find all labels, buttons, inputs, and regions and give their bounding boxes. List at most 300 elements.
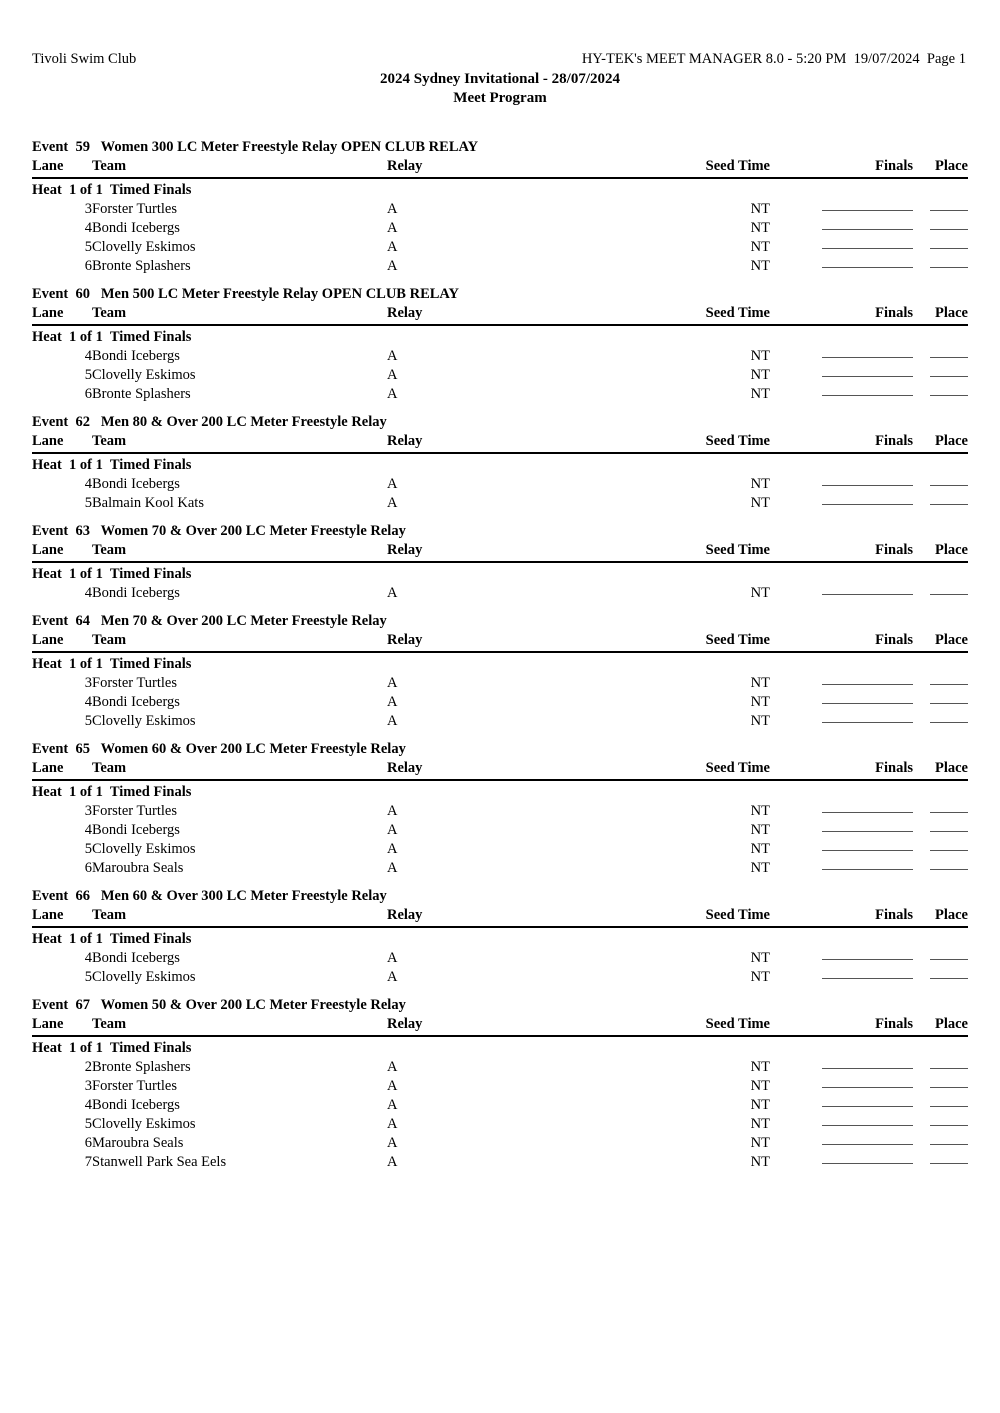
column-header-finals: Finals	[770, 906, 913, 927]
relay-letter: A	[387, 803, 398, 819]
team-name: Bronte Splashers	[92, 386, 191, 402]
heat-row	[32, 1036, 968, 1058]
place-blank-cell	[913, 257, 968, 276]
place-blank-cell	[913, 494, 968, 513]
finals-write-in-line	[822, 357, 913, 358]
event-block	[32, 996, 968, 1172]
seed-time: NT	[750, 386, 770, 402]
lane-number: 4	[84, 585, 92, 601]
team-name: Bondi Icebergs	[92, 822, 180, 838]
place-blank-cell	[913, 1058, 968, 1077]
event-title: Event 63 Women 70 & Over 200 LC Meter Freestyle Relay	[32, 523, 406, 539]
column-header-row	[32, 631, 968, 652]
event-title: Event 62 Men 80 & Over 200 LC Meter Freestyle Relay	[32, 414, 387, 430]
column-header-team: Team	[92, 906, 387, 927]
place-blank-cell	[913, 840, 968, 859]
place-write-in-line	[930, 1144, 968, 1145]
column-header-place: Place	[913, 1015, 968, 1036]
place-blank-cell	[913, 219, 968, 238]
seed-time: NT	[750, 803, 770, 819]
seed-time: NT	[750, 694, 770, 710]
table-row	[32, 949, 968, 968]
place-blank-cell	[913, 821, 968, 840]
finals-write-in-line	[822, 210, 913, 211]
team-name: Bondi Icebergs	[92, 585, 180, 601]
place-blank-cell	[913, 584, 968, 603]
place-write-in-line	[930, 831, 968, 832]
column-header-seed-time: Seed Time	[645, 759, 770, 780]
relay-letter: A	[387, 694, 398, 710]
column-header-row	[32, 304, 968, 325]
lane-number: 5	[84, 841, 92, 857]
column-header-finals: Finals	[770, 304, 913, 325]
finals-blank-cell	[770, 840, 913, 859]
finals-blank-cell	[770, 257, 913, 276]
relay-letter: A	[387, 585, 398, 601]
team-name: Clovelly Eskimos	[92, 969, 196, 985]
place-write-in-line	[930, 959, 968, 960]
lane-number: 5	[84, 495, 92, 511]
relay-letter: A	[387, 713, 398, 729]
table-row	[32, 200, 968, 219]
team-name: Forster Turtles	[92, 1078, 178, 1094]
seed-time: NT	[750, 201, 770, 217]
seed-time: NT	[750, 258, 770, 274]
lane-number: 4	[84, 694, 92, 710]
team-name: Clovelly Eskimos	[92, 713, 196, 729]
column-header-finals: Finals	[770, 1015, 913, 1036]
column-header-place: Place	[913, 541, 968, 562]
event-table	[32, 541, 968, 603]
relay-letter: A	[387, 239, 398, 255]
relay-letter: A	[387, 950, 398, 966]
lane-number: 5	[84, 1116, 92, 1132]
finals-write-in-line	[822, 229, 913, 230]
place-write-in-line	[930, 722, 968, 723]
event-title: Event 65 Women 60 & Over 200 LC Meter Freestyle Relay	[32, 741, 406, 757]
finals-write-in-line	[822, 1106, 913, 1107]
column-header-seed-time: Seed Time	[645, 906, 770, 927]
place-blank-cell	[913, 475, 968, 494]
event-table	[32, 1015, 968, 1172]
finals-blank-cell	[770, 1058, 913, 1077]
table-row	[32, 1115, 968, 1134]
column-header-team: Team	[92, 432, 387, 453]
place-write-in-line	[930, 978, 968, 979]
finals-write-in-line	[822, 722, 913, 723]
event-title: Event 67 Women 50 & Over 200 LC Meter Freestyle Relay	[32, 997, 406, 1013]
lane-number: 4	[84, 220, 92, 236]
column-header-relay: Relay	[387, 304, 645, 325]
column-header-row	[32, 906, 968, 927]
column-header-finals: Finals	[770, 541, 913, 562]
column-header-place: Place	[913, 432, 968, 453]
team-name: Bondi Icebergs	[92, 950, 180, 966]
event-block	[32, 522, 968, 603]
column-header-place: Place	[913, 631, 968, 652]
column-header-finals: Finals	[770, 759, 913, 780]
heat-label: Heat 1 of 1 Timed Finals	[32, 566, 192, 582]
relay-letter: A	[387, 1097, 398, 1113]
finals-blank-cell	[770, 238, 913, 257]
lane-number: 7	[84, 1154, 92, 1170]
lane-number: 6	[84, 1135, 92, 1151]
relay-letter: A	[387, 1059, 398, 1075]
seed-time: NT	[750, 495, 770, 511]
heat-row	[32, 780, 968, 802]
team-name: Clovelly Eskimos	[92, 841, 196, 857]
table-row	[32, 859, 968, 878]
place-write-in-line	[930, 703, 968, 704]
place-blank-cell	[913, 968, 968, 987]
finals-blank-cell	[770, 219, 913, 238]
finals-write-in-line	[822, 1163, 913, 1164]
finals-write-in-line	[822, 1087, 913, 1088]
lane-number: 6	[84, 258, 92, 274]
team-name: Maroubra Seals	[92, 860, 184, 876]
column-header-finals: Finals	[770, 432, 913, 453]
heat-label: Heat 1 of 1 Timed Finals	[32, 329, 192, 345]
place-blank-cell	[913, 693, 968, 712]
column-header-seed-time: Seed Time	[645, 157, 770, 178]
column-header-relay: Relay	[387, 541, 645, 562]
table-row	[32, 968, 968, 987]
table-row	[32, 1096, 968, 1115]
finals-write-in-line	[822, 1144, 913, 1145]
column-header-finals: Finals	[770, 157, 913, 178]
finals-blank-cell	[770, 949, 913, 968]
finals-blank-cell	[770, 693, 913, 712]
team-name: Bondi Icebergs	[92, 348, 180, 364]
place-write-in-line	[930, 869, 968, 870]
lane-number: 5	[84, 713, 92, 729]
place-write-in-line	[930, 229, 968, 230]
table-row	[32, 712, 968, 731]
table-row	[32, 1058, 968, 1077]
table-row	[32, 584, 968, 603]
relay-letter: A	[387, 969, 398, 985]
seed-time: NT	[750, 1078, 770, 1094]
lane-number: 4	[84, 1097, 92, 1113]
meet-title: 2024 Sydney Invitational - 28/07/2024	[379, 71, 621, 87]
column-header-seed-time: Seed Time	[645, 1015, 770, 1036]
lane-number: 4	[84, 476, 92, 492]
event-block	[32, 887, 968, 987]
events-list	[32, 138, 968, 1172]
relay-letter: A	[387, 1154, 398, 1170]
lane-number: 3	[84, 201, 92, 217]
relay-letter: A	[387, 1078, 398, 1094]
seed-time: NT	[750, 1097, 770, 1113]
column-header-place: Place	[913, 906, 968, 927]
column-header-lane: Lane	[32, 157, 92, 178]
table-row	[32, 385, 968, 404]
finals-blank-cell	[770, 802, 913, 821]
place-blank-cell	[913, 1077, 968, 1096]
place-write-in-line	[930, 1087, 968, 1088]
table-row	[32, 494, 968, 513]
lane-number: 3	[84, 675, 92, 691]
relay-letter: A	[387, 1135, 398, 1151]
seed-time: NT	[750, 950, 770, 966]
finals-blank-cell	[770, 1115, 913, 1134]
place-write-in-line	[930, 395, 968, 396]
team-name: Stanwell Park Sea Eels	[92, 1154, 227, 1170]
table-row	[32, 802, 968, 821]
place-blank-cell	[913, 1134, 968, 1153]
column-header-seed-time: Seed Time	[645, 541, 770, 562]
lane-number: 6	[84, 860, 92, 876]
column-header-team: Team	[92, 541, 387, 562]
team-name: Clovelly Eskimos	[92, 1116, 196, 1132]
column-header-lane: Lane	[32, 906, 92, 927]
lane-number: 2	[84, 1059, 92, 1075]
seed-time: NT	[750, 585, 770, 601]
relay-letter: A	[387, 841, 398, 857]
place-write-in-line	[930, 504, 968, 505]
column-header-team: Team	[92, 759, 387, 780]
heat-label: Heat 1 of 1 Timed Finals	[32, 1040, 192, 1056]
finals-blank-cell	[770, 584, 913, 603]
event-block	[32, 285, 968, 404]
place-blank-cell	[913, 385, 968, 404]
finals-blank-cell	[770, 859, 913, 878]
place-write-in-line	[930, 210, 968, 211]
finals-write-in-line	[822, 831, 913, 832]
relay-letter: A	[387, 386, 398, 402]
column-header-relay: Relay	[387, 759, 645, 780]
event-block	[32, 612, 968, 731]
lane-number: 5	[84, 367, 92, 383]
finals-write-in-line	[822, 978, 913, 979]
column-header-place: Place	[913, 157, 968, 178]
finals-write-in-line	[822, 959, 913, 960]
place-write-in-line	[930, 684, 968, 685]
seed-time: NT	[750, 969, 770, 985]
finals-blank-cell	[770, 347, 913, 366]
column-header-row	[32, 157, 968, 178]
place-write-in-line	[930, 1068, 968, 1069]
event-block	[32, 413, 968, 513]
seed-time: NT	[750, 841, 770, 857]
team-name: Forster Turtles	[92, 803, 178, 819]
relay-letter: A	[387, 201, 398, 217]
heat-row	[32, 652, 968, 674]
seed-time: NT	[750, 822, 770, 838]
team-name: Forster Turtles	[92, 675, 178, 691]
event-table	[32, 759, 968, 878]
relay-letter: A	[387, 258, 398, 274]
column-header-finals: Finals	[770, 631, 913, 652]
finals-write-in-line	[822, 395, 913, 396]
finals-blank-cell	[770, 674, 913, 693]
relay-letter: A	[387, 220, 398, 236]
table-row	[32, 840, 968, 859]
event-table	[32, 432, 968, 513]
finals-write-in-line	[822, 376, 913, 377]
column-header-relay: Relay	[387, 157, 645, 178]
column-header-lane: Lane	[32, 759, 92, 780]
page-header	[32, 50, 968, 70]
column-header-team: Team	[92, 304, 387, 325]
finals-write-in-line	[822, 1068, 913, 1069]
table-row	[32, 475, 968, 494]
table-row	[32, 1077, 968, 1096]
finals-write-in-line	[822, 850, 913, 851]
column-header-lane: Lane	[32, 432, 92, 453]
finals-blank-cell	[770, 385, 913, 404]
place-blank-cell	[913, 802, 968, 821]
relay-letter: A	[387, 367, 398, 383]
finals-write-in-line	[822, 267, 913, 268]
finals-blank-cell	[770, 712, 913, 731]
seed-time: NT	[750, 1154, 770, 1170]
team-name: Maroubra Seals	[92, 1135, 184, 1151]
column-header-seed-time: Seed Time	[645, 631, 770, 652]
table-row	[32, 257, 968, 276]
place-blank-cell	[913, 1153, 968, 1172]
column-header-place: Place	[913, 759, 968, 780]
team-name: Bondi Icebergs	[92, 220, 180, 236]
finals-write-in-line	[822, 869, 913, 870]
column-header-team: Team	[92, 157, 387, 178]
finals-write-in-line	[822, 1125, 913, 1126]
column-header-row	[32, 1015, 968, 1036]
column-header-lane: Lane	[32, 631, 92, 652]
lane-number: 6	[84, 386, 92, 402]
heat-row	[32, 178, 968, 200]
lane-number: 3	[84, 1078, 92, 1094]
heat-row	[32, 927, 968, 949]
column-header-place: Place	[913, 304, 968, 325]
club-name: Tivoli Swim Club	[32, 51, 137, 67]
event-block	[32, 138, 968, 276]
column-header-relay: Relay	[387, 906, 645, 927]
finals-write-in-line	[822, 504, 913, 505]
team-name: Bronte Splashers	[92, 258, 191, 274]
column-header-team: Team	[92, 1015, 387, 1036]
column-header-lane: Lane	[32, 541, 92, 562]
heat-label: Heat 1 of 1 Timed Finals	[32, 784, 192, 800]
seed-time: NT	[750, 1135, 770, 1151]
event-title: Event 64 Men 70 & Over 200 LC Meter Freestyle Relay	[32, 613, 387, 629]
place-write-in-line	[930, 1106, 968, 1107]
seed-time: NT	[750, 476, 770, 492]
lane-number: 5	[84, 969, 92, 985]
finals-blank-cell	[770, 366, 913, 385]
place-write-in-line	[930, 267, 968, 268]
finals-blank-cell	[770, 821, 913, 840]
column-header-lane: Lane	[32, 304, 92, 325]
team-name: Bronte Splashers	[92, 1059, 191, 1075]
finals-blank-cell	[770, 475, 913, 494]
heat-label: Heat 1 of 1 Timed Finals	[32, 656, 192, 672]
team-name: Bondi Icebergs	[92, 694, 180, 710]
finals-write-in-line	[822, 703, 913, 704]
finals-blank-cell	[770, 200, 913, 219]
place-write-in-line	[930, 248, 968, 249]
finals-write-in-line	[822, 594, 913, 595]
team-name: Clovelly Eskimos	[92, 367, 196, 383]
table-row	[32, 366, 968, 385]
team-name: Clovelly Eskimos	[92, 239, 196, 255]
heat-label: Heat 1 of 1 Timed Finals	[32, 457, 192, 473]
column-header-row	[32, 759, 968, 780]
relay-letter: A	[387, 1116, 398, 1132]
team-name: Bondi Icebergs	[92, 476, 180, 492]
lane-number: 4	[84, 348, 92, 364]
lane-number: 5	[84, 239, 92, 255]
place-write-in-line	[930, 376, 968, 377]
table-row	[32, 821, 968, 840]
column-header-row	[32, 432, 968, 453]
seed-time: NT	[750, 239, 770, 255]
team-name: Forster Turtles	[92, 201, 178, 217]
column-header-relay: Relay	[387, 432, 645, 453]
seed-time: NT	[750, 713, 770, 729]
heat-label: Heat 1 of 1 Timed Finals	[32, 182, 192, 198]
table-row	[32, 219, 968, 238]
event-table	[32, 631, 968, 731]
finals-blank-cell	[770, 1077, 913, 1096]
seed-time: NT	[750, 220, 770, 236]
place-blank-cell	[913, 347, 968, 366]
table-row	[32, 1153, 968, 1172]
table-row	[32, 347, 968, 366]
column-header-lane: Lane	[32, 1015, 92, 1036]
event-title: Event 59 Women 300 LC Meter Freestyle Relay OPEN CLUB RELAY	[32, 139, 479, 155]
place-blank-cell	[913, 712, 968, 731]
place-write-in-line	[930, 357, 968, 358]
seed-time: NT	[750, 860, 770, 876]
lane-number: 4	[84, 822, 92, 838]
relay-letter: A	[387, 860, 398, 876]
place-blank-cell	[913, 949, 968, 968]
finals-blank-cell	[770, 494, 913, 513]
place-write-in-line	[930, 850, 968, 851]
lane-number: 3	[84, 803, 92, 819]
seed-time: NT	[750, 1059, 770, 1075]
seed-time: NT	[750, 1116, 770, 1132]
heat-row	[32, 562, 968, 584]
place-blank-cell	[913, 200, 968, 219]
seed-time: NT	[750, 367, 770, 383]
place-blank-cell	[913, 674, 968, 693]
event-title: Event 60 Men 500 LC Meter Freestyle Relay OPEN CLUB RELAY	[32, 286, 460, 302]
place-write-in-line	[930, 812, 968, 813]
place-blank-cell	[913, 1096, 968, 1115]
place-write-in-line	[930, 594, 968, 595]
column-header-seed-time: Seed Time	[645, 432, 770, 453]
finals-blank-cell	[770, 1096, 913, 1115]
finals-write-in-line	[822, 684, 913, 685]
finals-blank-cell	[770, 968, 913, 987]
heat-label: Heat 1 of 1 Timed Finals	[32, 931, 192, 947]
column-header-row	[32, 541, 968, 562]
relay-letter: A	[387, 495, 398, 511]
finals-blank-cell	[770, 1134, 913, 1153]
event-block	[32, 740, 968, 878]
table-row	[32, 674, 968, 693]
finals-blank-cell	[770, 1153, 913, 1172]
place-write-in-line	[930, 1163, 968, 1164]
seed-time: NT	[750, 348, 770, 364]
table-row	[32, 1134, 968, 1153]
event-table	[32, 157, 968, 276]
finals-write-in-line	[822, 812, 913, 813]
place-blank-cell	[913, 1115, 968, 1134]
place-blank-cell	[913, 859, 968, 878]
